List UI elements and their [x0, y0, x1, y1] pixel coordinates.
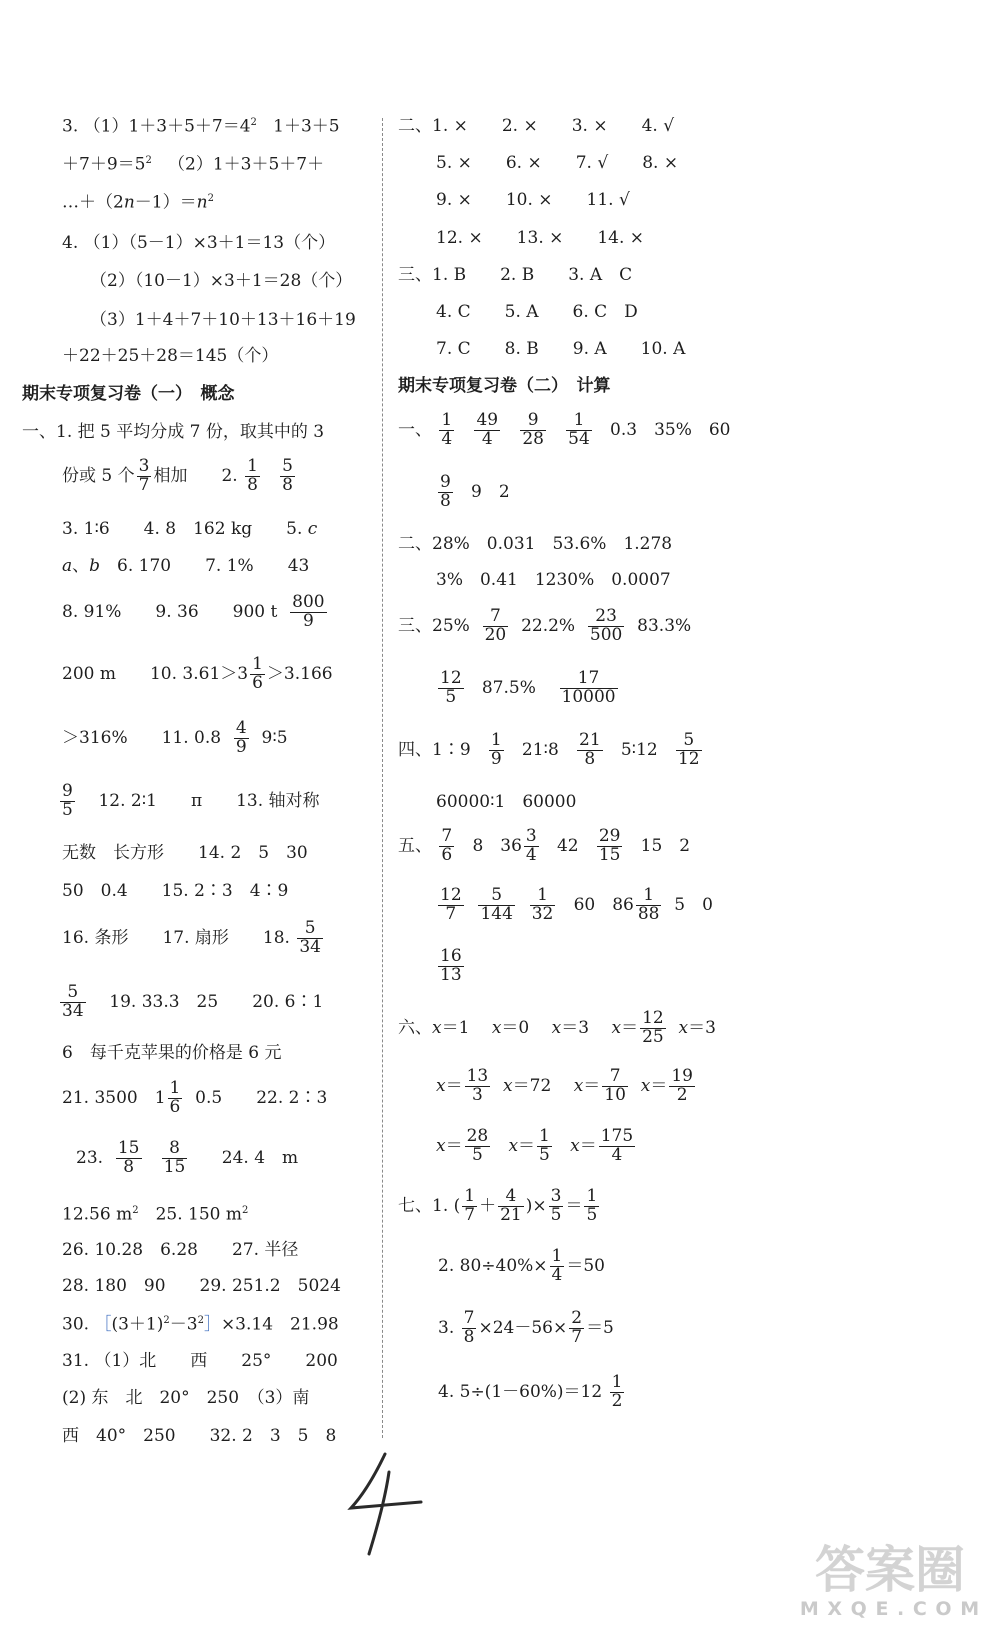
answer-line: 份或 5 个 $\frac{3}{7}$ 相加 2. $\frac{1}{8}$ $\frac{5}{8}$	[62, 456, 293, 495]
answer-line: 3. $(1)1+3+5+7=4^2$ 1＋3＋5	[62, 116, 340, 137]
answer-line: 3. $\frac{7}{8}$ ×24－56× $\frac{2}{7}$ ＝5	[438, 1308, 614, 1347]
answer-line: 9. × 10. × 11. √	[436, 190, 630, 210]
answer-line: 50 0.4 15. 2∶3 4∶9	[62, 881, 289, 901]
answer-line: 四、1∶9 $\frac{1}{9}$ 21∶8 $\frac{21}{8}$ 5∶12 $\frac{5}{12}$	[398, 730, 700, 769]
answer-line: $\dots+(2n-1)=n^2$	[62, 192, 214, 213]
answer-line: 一、 $\frac{1}{4}$ $\frac{49}{4}$ $\frac{9}{28}$ $\frac{1}{54}$ 0.3 35% 60	[398, 410, 731, 449]
answer-line: 30. $[(3+1)^2-3^2]\times 3.14$ 21.98	[62, 1314, 339, 1335]
answer-line: 31. （1）北 西 25° 200	[62, 1351, 338, 1371]
answer-line: 16. 条形 17. 扇形 18. $\frac{5}{34}$	[62, 918, 321, 957]
answer-line: 12. × 13. × 14. ×	[436, 228, 645, 248]
answer-line: 6 每千克苹果的价格是 6 元	[62, 1043, 282, 1063]
answer-line: $\frac{5}{34}$ 19. 33.3 25 20. 6∶1	[62, 982, 324, 1021]
answer-line: 23. $\frac{15}{8}$ $\frac{8}{15}$ 24. 4 m	[76, 1138, 299, 1177]
answer-line: 西 40° 250 32. 2 3 5 8	[62, 1426, 337, 1446]
section-heading: 期末专项复习卷（一） 概念	[22, 384, 235, 404]
answer-line: 28. 180 90 29. 251.2 5024	[62, 1276, 341, 1296]
section-heading: 期末专项复习卷（二） 计算	[398, 376, 611, 396]
answer-line: 21. 3500 1 $\frac{1}{6}$ 0.5 22. 2∶3	[62, 1078, 328, 1117]
answer-line: 七、1. ( $\frac{1}{7}$ ＋ $\frac{4}{21}$ )× $\frac{3}{5}$ ＝ $\frac{1}{5}$	[398, 1186, 598, 1225]
answer-line: a、b 6. 170 7. 1% 43	[62, 556, 310, 576]
answer-line: $\frac{12}{5}$ 87.5% $\frac{17}{10000}$	[440, 668, 616, 707]
handwritten-page-number	[345, 1450, 425, 1560]
answer-line: ＞316% 11. 0.8 $\frac{4}{9}$ 9∶5	[62, 718, 288, 757]
answer-line: 无数 长方形 14. 2 5 30	[62, 843, 308, 863]
answer-line: $\frac{9}{5}$ 12. 2∶1 π 13. 轴对称	[62, 781, 320, 820]
answer-line: 3. 1∶6 4. 8 162 kg 5. c	[62, 519, 318, 539]
answer-line: （2）（10－1）×3＋1＝28（个）	[90, 271, 353, 291]
answer-line: 二、28% 0.031 53.6% 1.278	[398, 534, 673, 554]
answer-line: x＝ $\frac{13}{3}$ x＝72 x＝ $\frac{7}{10}$ x＝ $\frac{19}{2}$	[436, 1066, 693, 1105]
answer-line: 五、 $\frac{7}{6}$ 8 36 $\frac{3}{4}$ 42 $\frac{29}{15}$ 15 2	[398, 826, 691, 865]
answer-line: 3% 0.41 1230% 0.0007	[436, 570, 671, 590]
answer-line: x＝ $\frac{28}{5}$ x＝ $\frac{1}{5}$ x＝ $\frac{175}{4}$	[436, 1126, 634, 1165]
answer-line: 5. × 6. × 7. √ 8. ×	[436, 153, 679, 173]
answer-line: $\frac{16}{13}$	[440, 946, 462, 985]
answer-line: 4. 5÷(1－60%)＝12 $\frac{1}{2}$	[438, 1372, 623, 1411]
answer-line: 一、1. 把 5 平均分成 7 份，取其中的 3	[22, 422, 325, 442]
watermark-logo: 答案圈	[815, 1541, 965, 1599]
answer-line: 60000∶1 60000	[436, 792, 577, 812]
answer-line: ＋22＋25＋28＝145（个）	[62, 346, 279, 366]
answer-line: $+7+9=5^2$ （2）1＋3＋5＋7＋	[62, 154, 325, 175]
answer-line: 六、x＝1 x＝0 x＝3 x＝ $\frac{12}{25}$ x＝3	[398, 1008, 716, 1047]
answer-line: 200 m 10. 3.61＞3 $\frac{1}{6}$ ＞3.166	[62, 654, 333, 693]
answer-line: （3）1＋4＋7＋10＋13＋16＋19	[90, 310, 356, 330]
answer-line: 12.56 $m^2$ 25. 150 $m^2$	[62, 1204, 249, 1225]
answer-line: 二、1. × 2. × 3. × 4. √	[398, 116, 675, 136]
answer-line: 4. C 5. A 6. C D	[436, 302, 638, 322]
watermark	[785, 1530, 995, 1645]
answer-line: (2) 东 北 20° 250 （3）南	[62, 1388, 310, 1408]
answer-line: 8. 91% 9. 36 900 t $\frac{800}{9}$	[62, 592, 325, 631]
answer-line: 三、25% $\frac{7}{20}$ 22.2% $\frac{23}{500}$ 83.3%	[398, 606, 692, 645]
answer-line: $\frac{9}{8}$ 9 2	[440, 472, 510, 511]
answer-line: $\frac{12}{7}$ $\frac{5}{144}$ $\frac{1}{32}$ 60 86 $\frac{1}{88}$ 5 0	[440, 885, 713, 924]
answer-line: 4. （1）（5－1）×3＋1＝13（个）	[62, 233, 336, 253]
answer-line: 7. C 8. B 9. A 10. A	[436, 339, 686, 359]
answer-line: 26. 10.28 6.28 27. 半径	[62, 1240, 299, 1260]
column-divider	[382, 118, 383, 1438]
answer-line: 2. 80÷40%× $\frac{1}{4}$ ＝50	[438, 1246, 605, 1285]
answer-line: 三、1. B 2. B 3. A C	[398, 265, 633, 285]
watermark-url: M X Q E . C O M	[799, 1598, 981, 1620]
